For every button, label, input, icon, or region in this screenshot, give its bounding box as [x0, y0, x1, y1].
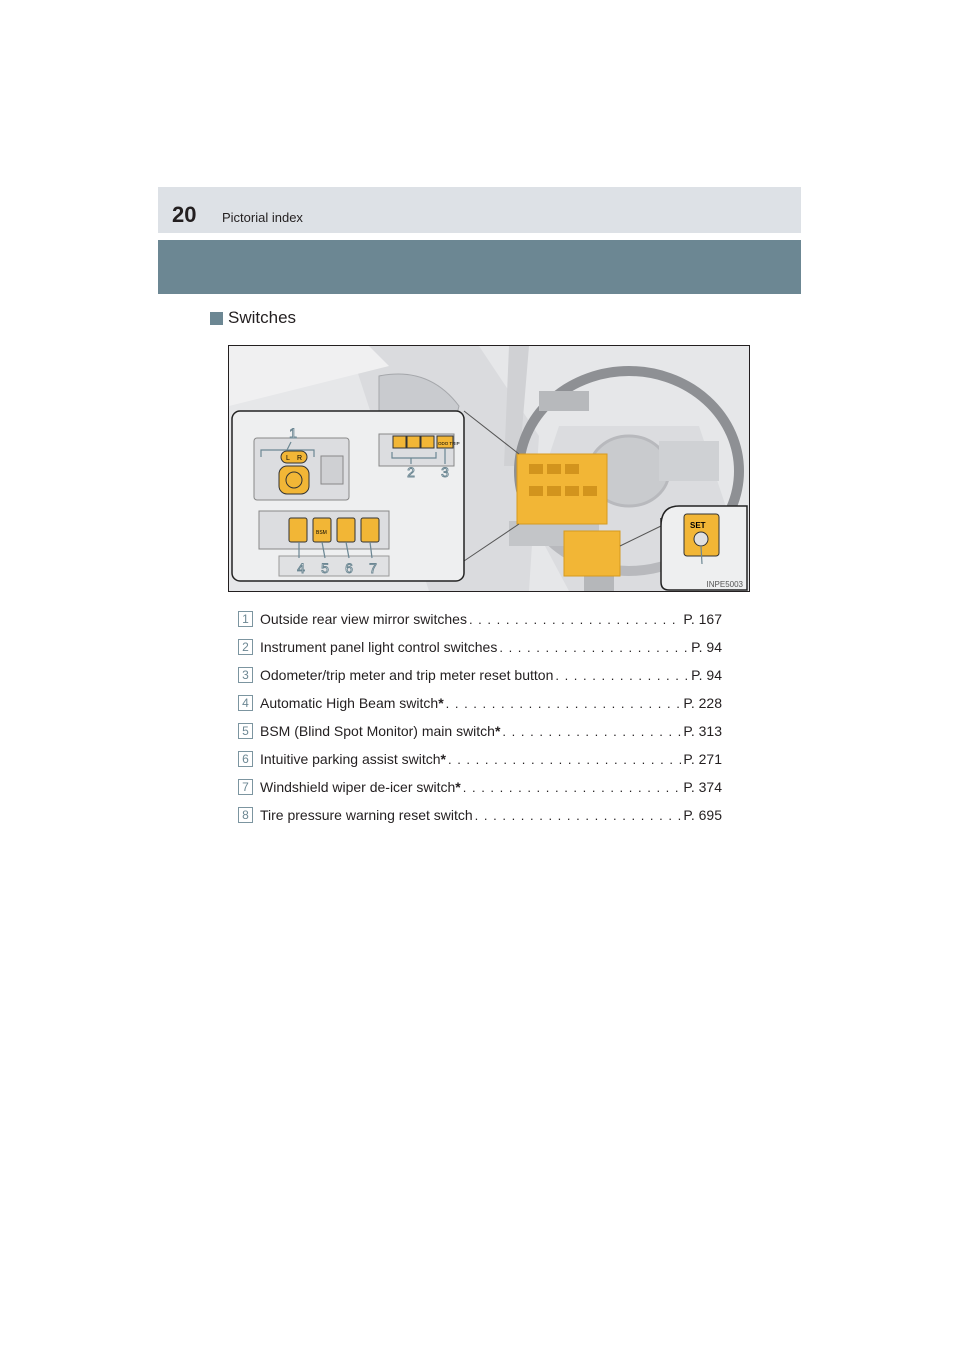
callout-3: 3 [441, 464, 449, 480]
item-label: Intuitive parking assist switch [260, 751, 441, 767]
page-reference[interactable]: P. 167 [683, 611, 722, 627]
list-item [238, 635, 722, 659]
switches-illustration-svg [229, 346, 749, 591]
leader-dots [502, 724, 681, 739]
leader-dots [448, 752, 681, 767]
list-item [238, 607, 722, 631]
item-label: Tire pressure warning reset switch [260, 807, 473, 823]
leader-dots [469, 612, 681, 627]
list-item: 7 Windshield wiper de-icer switch * . . . P. 374 [238, 775, 722, 799]
page-number: 20 [172, 202, 197, 227]
section-title: Switches [228, 308, 297, 327]
list-item: 4 Automatic High Beam switch * . . . P. 228 [238, 691, 722, 715]
odo-trip-button-label: ODO TRIP [438, 441, 460, 446]
item-label: Automatic High Beam switch [260, 695, 439, 711]
figure-code: INPE5003 [706, 580, 743, 589]
mirror-r-label: R [297, 455, 303, 462]
leader-dots [475, 808, 682, 823]
page-reference[interactable]: P. 271 [683, 751, 722, 767]
switches-illustration [228, 345, 750, 592]
item-number: 4 [238, 695, 253, 711]
page-reference[interactable]: P. 374 [683, 779, 722, 795]
tire-set-label: SET [690, 521, 706, 530]
leader-dots [446, 696, 682, 711]
item-label: Outside rear view mirror switches [260, 611, 467, 627]
item-label: Instrument panel light control switches [260, 639, 498, 655]
list-item: 6 Intuitive parking assist switch * . . . P. 271 [238, 747, 722, 771]
page-reference[interactable]: P. 94 [691, 667, 722, 683]
callout-5: 5 [321, 560, 329, 576]
section-square-icon [210, 312, 223, 325]
item-number: 8 [238, 807, 253, 823]
section-heading [210, 308, 296, 328]
list-item [238, 803, 722, 827]
item-label: Odometer/trip meter and trip meter reset button [260, 667, 554, 683]
callout-6: 6 [345, 560, 353, 576]
item-label: BSM (Blind Spot Monitor) main switch [260, 723, 495, 739]
leader-dots [463, 780, 682, 795]
leader-dots [499, 640, 689, 655]
item-number: 5 [238, 723, 253, 739]
list-item [238, 663, 722, 687]
page-reference[interactable]: P. 695 [683, 807, 722, 823]
item-number: 3 [238, 667, 253, 683]
list-item: 5 BSM (Blind Spot Monitor) main switch * . . . P. 313 [238, 719, 722, 743]
page-reference[interactable]: P. 313 [683, 723, 722, 739]
leader-dots [555, 668, 689, 683]
callout-7: 7 [369, 560, 377, 576]
highlight-lower-switch [564, 531, 620, 576]
page-reference[interactable]: P. 94 [691, 639, 722, 655]
page-section-title: Pictorial index [222, 210, 303, 225]
mirror-l-label: L [286, 455, 290, 462]
callout-1: 1 [289, 425, 297, 441]
bsm-button-label: BSM [316, 530, 327, 536]
item-number: 1 [238, 611, 253, 627]
item-number: 7 [238, 779, 253, 795]
callout-2: 2 [407, 464, 415, 480]
item-number: 6 [238, 751, 253, 767]
switch-list [238, 607, 722, 831]
item-number: 2 [238, 639, 253, 655]
header-band [158, 240, 801, 294]
page-reference[interactable]: P. 228 [683, 695, 722, 711]
item-label: Windshield wiper de-icer switch [260, 779, 456, 795]
callout-4: 4 [297, 560, 305, 576]
